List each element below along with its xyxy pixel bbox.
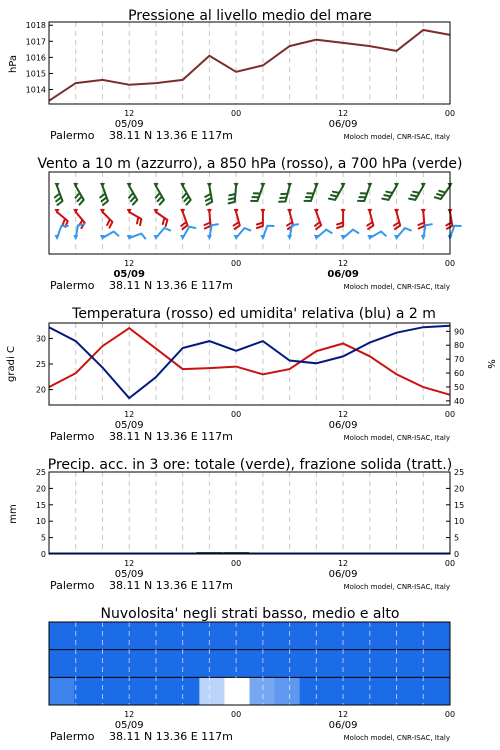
wind-frame — [49, 172, 450, 254]
wind-barb-850hpa-head — [234, 209, 239, 214]
y-tick-label: 5 — [454, 533, 460, 543]
x-tick-label: 00 — [231, 559, 242, 568]
wind-barb-700hpa-head — [314, 183, 319, 188]
wind-barb-850hpa-head — [341, 209, 346, 214]
y-tick-label: 15 — [35, 500, 46, 510]
x-tick-label: 12 — [337, 410, 349, 419]
station-name: Palermo — [50, 430, 95, 443]
wind-barb-700hpa — [251, 186, 263, 201]
wind-barb-10m — [103, 232, 119, 239]
wind-barb-850hpa-head — [367, 209, 372, 214]
wind-barb-10m-head — [287, 235, 292, 240]
precipitation-title: Precip. acc. in 3 ore: totale (verde), frazione solida (tratt.) — [47, 457, 453, 473]
wind-barb-10m-head — [180, 235, 185, 240]
y-tick-label: 1016 — [25, 53, 46, 63]
station-name: Palermo — [50, 279, 95, 292]
model-credit: Moloch model, CNR-ISAC, Italy — [343, 283, 450, 291]
station-name: Palermo — [50, 579, 95, 592]
y-tick-label: 90 — [454, 327, 465, 337]
cloud-cell-medio — [74, 650, 100, 678]
wind-barb-700hpa — [358, 186, 370, 201]
wind-barb-700hpa — [305, 186, 317, 201]
humidity-ylabel: % — [485, 359, 496, 369]
cloud-cell-medio — [275, 650, 301, 678]
cloud-cell-basso — [325, 677, 351, 705]
precipitation-ylabel: mm — [8, 504, 19, 524]
x-tick-label: 00 — [444, 559, 456, 568]
cloud-cell-alto — [300, 622, 326, 650]
model-credit: Moloch model, CNR-ISAC, Italy — [343, 583, 450, 591]
cloud-cell-basso — [49, 677, 75, 705]
date-label: 06/09 — [327, 269, 359, 280]
y-tick-label: 0 — [454, 550, 460, 559]
wind-barb-10m-head — [153, 235, 158, 240]
wind-barb-10m-head — [421, 235, 426, 240]
cloud-cell-basso — [74, 677, 100, 705]
x-tick-label: 00 — [444, 410, 456, 419]
wind-barb-700hpa-head — [207, 183, 212, 188]
cloud-cell-basso — [400, 677, 426, 705]
cloud-cell-medio — [400, 650, 426, 678]
wind-barb-850hpa-head — [314, 209, 319, 214]
cloud-cell-basso — [99, 677, 125, 705]
wind-barb-850hpa — [156, 212, 168, 226]
y-tick-label: 0 — [40, 550, 46, 559]
cloud-cell-basso — [149, 677, 175, 705]
cloud-title: Nuvolosita' negli strati basso, medio e alto — [100, 606, 400, 622]
cloud-cell-alto — [350, 622, 376, 650]
wind-barb-850hpa — [394, 212, 400, 229]
wind-barb-10m-head — [55, 235, 60, 240]
y-tick-label: 30 — [35, 334, 46, 344]
wind-barb-10m-head — [73, 235, 78, 240]
y-tick-label: 25 — [35, 360, 46, 369]
date-label: 05/09 — [114, 720, 144, 731]
cloud-cell-medio — [199, 650, 225, 678]
wind-barb-700hpa-head — [234, 183, 239, 188]
x-tick-label: 00 — [231, 410, 242, 419]
cloud-cell-alto — [124, 622, 150, 650]
cloud-cell-basso — [250, 677, 276, 705]
cloud-cell-basso — [199, 677, 225, 705]
wind-barb-850hpa-head — [180, 209, 185, 214]
date-label: 05/09 — [113, 269, 145, 280]
date-label: 06/09 — [328, 720, 358, 731]
wind-barb-10m — [236, 228, 250, 238]
x-tick-label: 12 — [337, 559, 349, 568]
temperature-title: Temperatura (rosso) ed umidita' relativa (blu) a 2 m — [72, 306, 436, 322]
station-coords: 38.11 N 13.36 E 117m — [109, 430, 233, 443]
x-tick-label: 00 — [444, 259, 456, 268]
x-tick-label: 00 — [231, 109, 242, 118]
cloud-cell-basso — [174, 677, 200, 705]
wind-barb-850hpa-head — [207, 209, 212, 214]
cloud-cell-medio — [425, 650, 451, 678]
station-name: Palermo — [50, 129, 95, 142]
cloud-cell-alto — [325, 622, 351, 650]
x-tick-label: 00 — [231, 710, 242, 719]
wind-barb-700hpa — [156, 186, 164, 205]
cloud-cell-medio — [149, 650, 175, 678]
y-tick-label: 10 — [454, 517, 465, 527]
wind-barb-10m — [156, 228, 170, 238]
cloud-cell-medio — [300, 650, 326, 678]
wind-barb-850hpa — [205, 212, 211, 229]
temperature-ylabel: gradi C — [6, 346, 17, 382]
wind-barb-700hpa — [100, 186, 108, 205]
x-tick-label: 12 — [124, 710, 135, 719]
pressure-ylabel: hPa — [8, 54, 19, 74]
model-credit: Moloch model, CNR-ISAC, Italy — [343, 133, 450, 141]
y-tick-label: 25 — [454, 468, 465, 477]
date-label: 05/09 — [114, 119, 144, 130]
y-tick-label: 80 — [454, 341, 465, 351]
wind-barb-850hpa — [234, 212, 240, 229]
x-tick-label: 12 — [337, 259, 349, 268]
temperature-line — [49, 328, 450, 395]
pressure-panel — [8, 8, 455, 142]
x-tick-label: 00 — [231, 259, 242, 268]
cloud-cell-alto — [199, 622, 225, 650]
wind-barb-700hpa-head — [287, 183, 292, 188]
wind-barb-10m-head — [394, 235, 399, 240]
cloud-cell-alto — [74, 622, 100, 650]
wind-barb-700hpa — [279, 186, 290, 202]
x-tick-label: 00 — [444, 109, 456, 118]
y-tick-label: 20 — [35, 385, 46, 395]
precipitation-frame — [49, 472, 450, 554]
cloud-cell-medio — [250, 650, 276, 678]
x-tick-label: 12 — [124, 259, 135, 268]
y-tick-label: 5 — [40, 533, 46, 543]
y-tick-label: 70 — [454, 355, 465, 365]
date-label: 05/09 — [114, 569, 144, 580]
cloud-cell-alto — [425, 622, 451, 650]
wind-barb-700hpa-head — [100, 183, 105, 188]
x-tick-label: 12 — [124, 109, 135, 118]
x-tick-label: 12 — [124, 559, 135, 568]
wind-barb-700hpa — [205, 186, 212, 205]
wind-barb-700hpa-head — [55, 183, 60, 188]
y-tick-label: 60 — [454, 369, 465, 379]
model-credit: Moloch model, CNR-ISAC, Italy — [343, 434, 450, 442]
cloud-cell-medio — [224, 650, 250, 678]
wind-barb-850hpa — [257, 212, 263, 228]
y-tick-label: 25 — [35, 468, 46, 477]
precipitation-panel — [8, 457, 464, 592]
wind-barb-850hpa — [446, 212, 452, 229]
wind-barb-10m — [397, 228, 411, 238]
wind-barb-700hpa — [409, 186, 423, 200]
temperature-panel — [6, 306, 496, 443]
cloud-cell-alto — [174, 622, 200, 650]
wind-barb-850hpa — [103, 212, 113, 228]
wind-barb-700hpa-head — [260, 183, 265, 188]
date-label: 05/09 — [114, 420, 144, 431]
wind-barb-10m — [343, 230, 358, 238]
wind-barb-10m — [316, 230, 331, 238]
model-credit: Moloch model, CNR-ISAC, Italy — [343, 734, 450, 742]
y-tick-label: 1018 — [25, 21, 46, 31]
cloud-cell-basso — [425, 677, 451, 705]
station-coords: 38.11 N 13.36 E 117m — [109, 129, 233, 142]
cloud-cell-basso — [275, 677, 301, 705]
wind-barb-10m-head — [234, 235, 239, 240]
date-label: 06/09 — [328, 420, 358, 431]
cloud-cell-basso — [224, 677, 250, 705]
station-coords: 38.11 N 13.36 E 117m — [109, 279, 233, 292]
wind-barb-850hpa — [129, 212, 141, 225]
cloud-cell-alto — [149, 622, 175, 650]
cloud-panel — [49, 606, 455, 743]
cloud-cell-basso — [375, 677, 401, 705]
cloud-cell-alto — [275, 622, 301, 650]
date-label: 06/09 — [328, 119, 358, 130]
x-tick-label: 12 — [337, 109, 349, 118]
wind-barb-850hpa — [418, 212, 424, 229]
cloud-cell-medio — [49, 650, 75, 678]
y-tick-label: 1015 — [25, 69, 46, 79]
humidity-line — [49, 326, 450, 398]
wind-barb-700hpa — [329, 186, 343, 200]
wind-barb-850hpa — [337, 212, 343, 228]
wind-barb-850hpa-head — [394, 209, 399, 214]
wind-barb-10m — [129, 234, 145, 239]
station-coords: 38.11 N 13.36 E 117m — [109, 579, 233, 592]
y-tick-label: 20 — [35, 484, 46, 494]
y-tick-label: 15 — [454, 500, 465, 510]
y-tick-label: 50 — [454, 382, 465, 392]
wind-barb-700hpa — [129, 186, 137, 205]
y-tick-label: 1017 — [25, 37, 46, 47]
wind-barb-10m — [370, 232, 386, 239]
cloud-cell-basso — [124, 677, 150, 705]
cloud-cell-basso — [300, 677, 326, 705]
cloud-cell-alto — [400, 622, 426, 650]
date-label: 06/09 — [328, 569, 358, 580]
cloud-cell-medio — [325, 650, 351, 678]
wind-barb-700hpa — [55, 186, 63, 205]
y-tick-label: 20 — [454, 484, 465, 494]
wind-panel — [37, 156, 462, 292]
cloud-cell-alto — [224, 622, 250, 650]
x-tick-label: 12 — [337, 710, 349, 719]
y-tick-label: 10 — [35, 517, 46, 527]
wind-barb-850hpa-head — [421, 209, 426, 214]
cloud-cell-alto — [250, 622, 276, 650]
wind-barb-10m-head — [207, 235, 212, 240]
wind-barb-700hpa — [183, 186, 191, 205]
y-tick-label: 40 — [454, 396, 465, 406]
wind-barb-850hpa-head — [287, 209, 292, 214]
wind-barb-700hpa — [229, 186, 237, 203]
wind-title: Vento a 10 m (azzurro), a 850 hPa (rosso), a 700 hPa (verde) — [37, 156, 463, 172]
wind-barb-700hpa — [76, 186, 84, 205]
cloud-cell-basso — [350, 677, 376, 705]
wind-barb-10m-head — [260, 235, 265, 240]
cloud-cell-alto — [49, 622, 75, 650]
station-name: Palermo — [50, 730, 95, 743]
pressure-title: Pressione al livello medio del mare — [128, 8, 372, 24]
station-coords: 38.11 N 13.36 E 117m — [109, 730, 233, 743]
wind-barb-700hpa — [382, 186, 396, 200]
cloud-cell-medio — [350, 650, 376, 678]
x-tick-label: 12 — [124, 410, 135, 419]
y-tick-label: 1014 — [25, 85, 46, 95]
cloud-cell-medio — [174, 650, 200, 678]
wind-barb-700hpa-head — [367, 183, 372, 188]
cloud-cell-medio — [124, 650, 150, 678]
pressure-frame — [49, 22, 450, 104]
wind-barb-850hpa — [57, 212, 68, 227]
wind-barb-700hpa — [435, 186, 450, 199]
x-tick-label: 00 — [444, 710, 456, 719]
wind-barb-850hpa-head — [260, 209, 265, 214]
pressure-line — [49, 30, 450, 101]
